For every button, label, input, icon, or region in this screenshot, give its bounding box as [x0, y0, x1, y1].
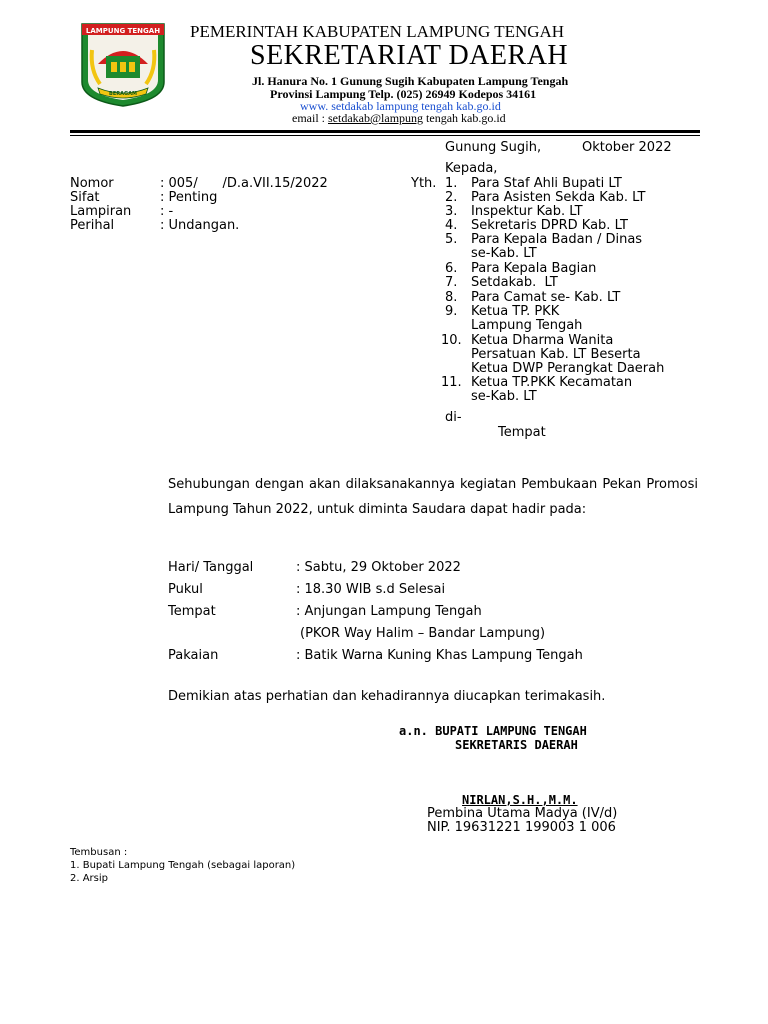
recipient-number: 10.: [441, 333, 462, 348]
recipient-line: Para Camat se- Kab. LT: [471, 290, 621, 305]
signature-rank: Pembina Utama Madya (IV/d): [427, 806, 618, 821]
detail-value-time: : 18.30 WIB s.d Selesai: [296, 582, 446, 597]
body-paragraph: Sehubungan dengan akan dilaksanakannya kegiatan Pembukaan Pekan Promosi Lampung Tahun 2022, untuk diminta Saudara dapat hadir pada:: [168, 477, 698, 517]
email-label: email :: [292, 111, 328, 125]
letterhead-email: [292, 111, 506, 126]
signature-an: a.n. BUPATI LAMPUNG TENGAH: [399, 724, 587, 738]
emblem-banner-text: LAMPUNG TENGAH: [85, 27, 161, 35]
recipient-line: Ketua TP. PKK: [471, 304, 560, 319]
meta-value-sifat: : Penting: [160, 190, 218, 205]
tembusan-item: 2. Arsip: [70, 873, 109, 884]
recipients-yth: Yth.: [411, 176, 437, 191]
detail-label-date: Hari/ Tanggal: [168, 560, 254, 575]
recipient-line: Para Kepala Bagian: [471, 261, 597, 276]
detail-value-dress: : Batik Warna Kuning Khas Lampung Tengah: [296, 648, 583, 663]
recipient-number: 4.: [445, 218, 458, 233]
detail-label-place: Tempat: [168, 604, 216, 619]
recipient-line: Setdakab. LT: [471, 275, 558, 290]
recipient-number: 5.: [445, 232, 458, 247]
emblem-ribbon-text: BERAGAM: [109, 91, 137, 97]
meta-label-nomor: Nomor: [70, 176, 114, 191]
meta-label-perihal: Perihal: [70, 218, 115, 233]
detail-label-dress: Pakaian: [168, 648, 219, 663]
recipient-line: Ketua Dharma Wanita: [471, 333, 614, 348]
recipient-line: Para Asisten Sekda Kab. LT: [471, 190, 646, 205]
recipient-line: Para Staf Ahli Bupati LT: [471, 176, 622, 191]
recipient-line: se-Kab. LT: [471, 246, 537, 261]
detail-label-time: Pukul: [168, 582, 203, 597]
recipients-tempat: Tempat: [498, 425, 546, 440]
letter-date: Oktober 2022: [582, 140, 672, 155]
signature-nip: NIP. 19631221 199003 1 006: [427, 820, 616, 835]
signature-name: NIRLAN,S.H.,M.M.: [462, 793, 578, 807]
recipient-line: Ketua DWP Perangkat Daerah: [471, 361, 665, 376]
recipients-kepada: Kepada,: [445, 161, 498, 176]
email-link[interactable]: setdakab@lampung: [328, 111, 424, 125]
letterhead-rule-thin: [70, 135, 700, 136]
recipient-number: 8.: [445, 290, 458, 305]
recipient-number: 11.: [441, 375, 462, 390]
detail-value-place-extra: (PKOR Way Halim – Bandar Lampung): [300, 626, 546, 641]
meta-value-lampiran: : -: [160, 204, 174, 219]
letterhead-address: Jl. Hanura No. 1 Gunung Sugih Kabupaten Lampung Tengah: [252, 74, 569, 88]
recipient-line: Lampung Tengah: [471, 318, 583, 333]
meta-value-perihal: : Undangan.: [160, 218, 240, 233]
recipient-line: Para Kepala Badan / Dinas: [471, 232, 643, 247]
meta-value-nomor: : 005/ /D.a.VII.15/2022: [160, 176, 328, 191]
recipient-line: Persatuan Kab. LT Beserta: [471, 347, 641, 362]
recipient-number: 6.: [445, 261, 458, 276]
email-domain: tengah kab.go.id: [423, 111, 506, 125]
tembusan-title: Tembusan :: [70, 847, 128, 858]
recipient-line: se-Kab. LT: [471, 389, 537, 404]
letter-place: Gunung Sugih,: [445, 140, 542, 155]
recipient-number: 2.: [445, 190, 458, 205]
letterhead-office: SEKRETARIAT DAERAH: [250, 40, 569, 71]
detail-value-place: : Anjungan Lampung Tengah: [296, 604, 482, 619]
recipient-number: 3.: [445, 204, 458, 219]
recipient-number: 7.: [445, 275, 458, 290]
recipient-line: Sekretaris DPRD Kab. LT: [471, 218, 628, 233]
meta-label-sifat: Sifat: [70, 190, 100, 205]
letterhead-website[interactable]: www. setdakab lampung tengah kab.go.id: [300, 99, 501, 113]
recipient-line: Inspektur Kab. LT: [471, 204, 583, 219]
meta-label-lampiran: Lampiran: [70, 204, 132, 219]
tembusan-item: 1. Bupati Lampung Tengah (sebagai laporan): [70, 860, 296, 871]
letterhead-province: Provinsi Lampung Telp. (025) 26949 Kodepos 34161: [270, 87, 537, 101]
letterhead-rule-thick: [70, 130, 700, 133]
recipient-number: 1.: [445, 176, 458, 191]
recipient-line: Ketua TP.PKK Kecamatan: [471, 375, 633, 390]
closing-sentence: Demikian atas perhatian dan kehadirannya diucapkan terimakasih.: [168, 689, 606, 704]
recipients-di: di-: [445, 410, 462, 425]
signature-position: SEKRETARIS DAERAH: [455, 738, 578, 752]
recipient-number: 9.: [445, 304, 458, 319]
detail-value-date: : Sabtu, 29 Oktober 2022: [296, 560, 461, 575]
lampung-tengah-emblem: [78, 20, 168, 108]
letterhead-government: PEMERINTAH KABUPATEN LAMPUNG TENGAH: [190, 22, 565, 41]
